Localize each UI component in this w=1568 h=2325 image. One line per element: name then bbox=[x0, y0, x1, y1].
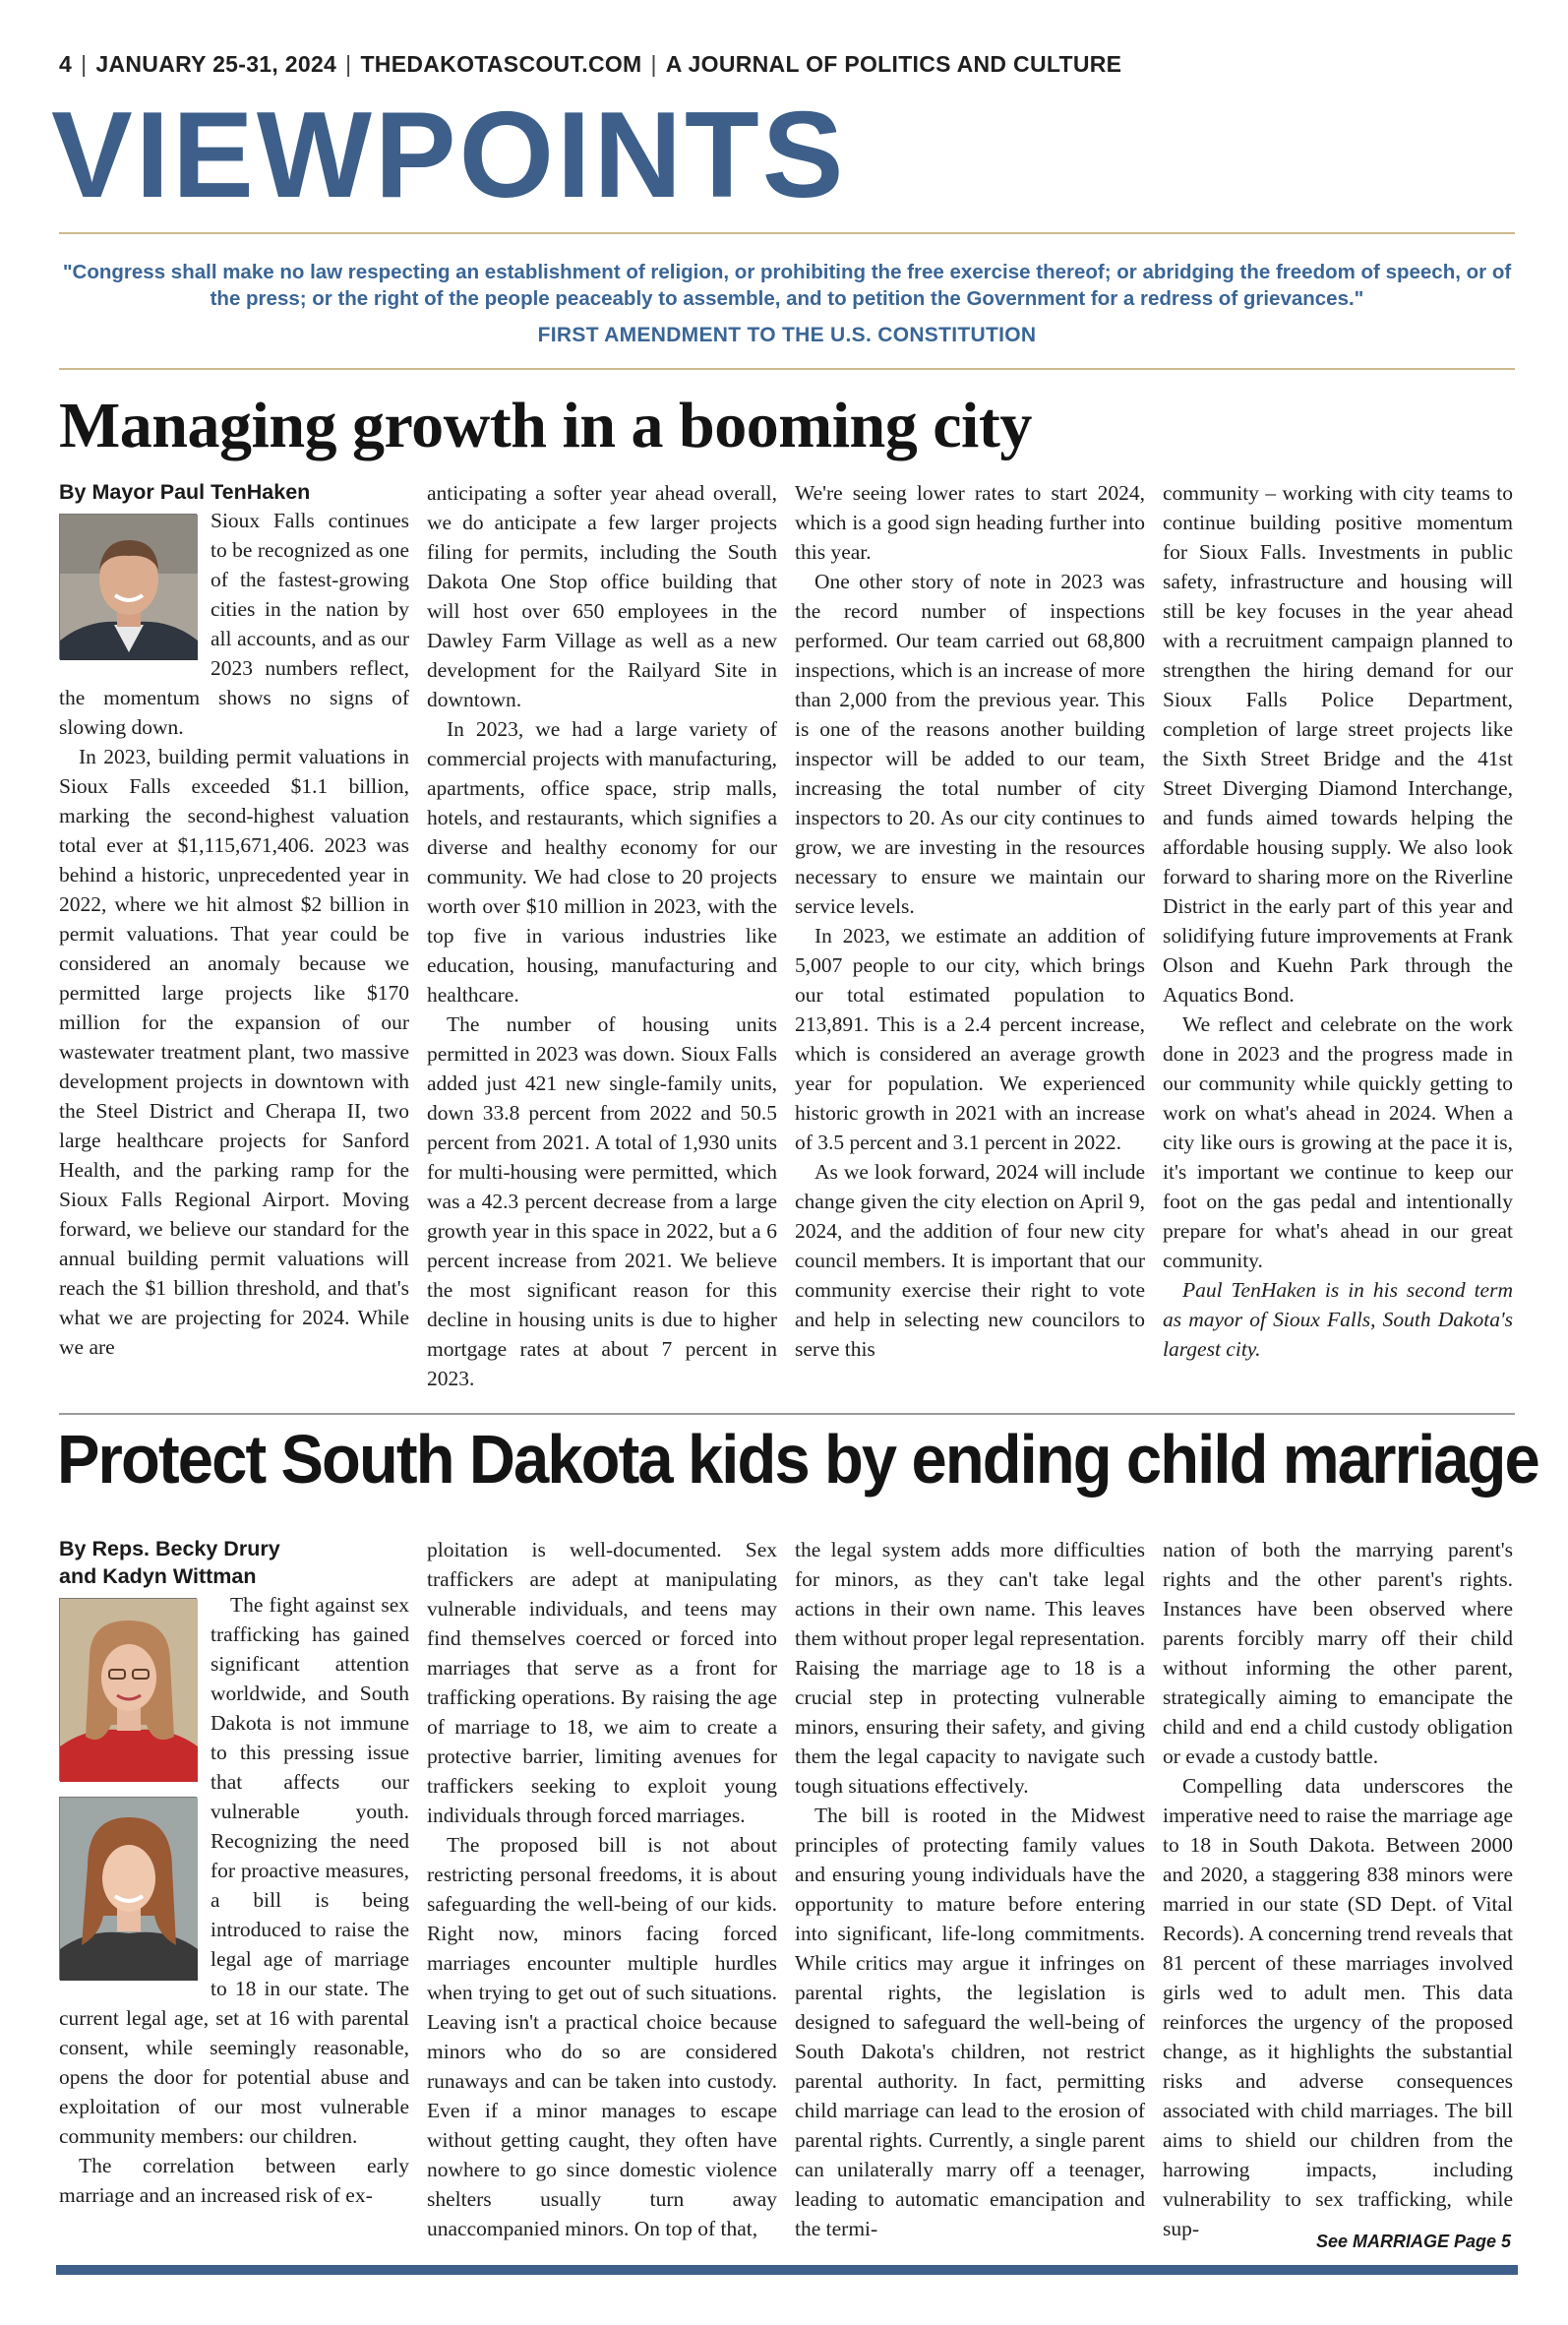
paragraph: The bill is rooted in the Midwest principles of protecting family values and ensuring young individuals have the opportunity to mature before entering into significant, life-long commitments. While critics may argue it infringes on parental rights, the legislation is designed to safeguard the well-being of South Dakota's children, not restrict parental authority. In fact, permitting child marriage can lead to the erosion of parental rights. Currently, a single parent can unilaterally marry off a teenager, leading to automatic emancipation and the termi- bbox=[795, 1804, 1145, 2240]
article1-column-2 bbox=[427, 478, 777, 1395]
paragraph: The proposed bill is not about restricting personal freedoms, it is about safeguarding the well-being of our kids. Right now, minors facing forced marriages encounter multiple hurdles when trying to get out of such situations. Leaving isn't a practical choice because minors who do so are considered runaways and can be taken into custody. Even if a minor manages to escape without getting caught, they often have nowhere to go since domestic violence shelters usually turn away unaccompanied minors. On top of that, bbox=[427, 1833, 777, 2240]
paragraph: We're seeing lower rates to start 2024, which is a good sign heading further into this year. bbox=[795, 481, 1145, 564]
divider-top bbox=[59, 232, 1515, 234]
author-photo-drury bbox=[59, 1598, 197, 1781]
article1-byline: By Mayor Paul TenHaken bbox=[59, 480, 311, 504]
paragraph: The fight against sex trafficking has gained significant attention worldwide, and South Dakota is not immune to this pressing issue that affects our vulnerable youth. Recognizing the need for proactive measures, a bill is being introduced to raise the legal age of marriage to 18 in our state. The current legal age, set at 16 with parental consent, while seemingly reasonable, opens the door for potential abuse and exploitation of our most vulnerable community members: our children. bbox=[59, 1593, 409, 2148]
paragraph: ploitation is well-documented. Sex traffickers are adept at manipulating vulnerable individuals, and teens may find themselves coerced or forced into marriages that serve as a front for trafficking operations. By raising the age of marriage to 18, we aim to create a protective barrier, limiting avenues for traffickers seeking to exploit young individuals through forced marriages. bbox=[427, 1538, 777, 1827]
paragraph: We reflect and celebrate on the work done in 2023 and the progress made in our community while quickly getting to work on what's ahead in 2024. When a city like ours is growing at the pace it is, it's important we continue to keep our foot on the gas pedal and intentionally prepare for what's ahead in our great community. bbox=[1163, 1012, 1513, 1272]
paragraph: As we look forward, 2024 will include change given the city election on April 9, 2024, and the addition of four new city council members. It is important that our community exercise their right to vote and help in selecting new councilors to serve this bbox=[795, 1160, 1145, 1361]
article2-headline: Protect South Dakota kids by ending child marriage bbox=[57, 1421, 1538, 1498]
jump-line[interactable]: See MARRIAGE Page 5 bbox=[1315, 2232, 1511, 2251]
author-bio: Paul TenHaken is in his second term as mayor of Sioux Falls, South Dakota's largest city. bbox=[1163, 1278, 1513, 1361]
epigraph-quote: "Congress shall make no law respecting an establishment of religion, or prohibiting the free exercise thereof; or abridging the freedom of speech, or of the press; or the right of the people peaceably to assemble, and to petition the Government for a redress of grievances." bbox=[62, 261, 1512, 310]
paragraph: In 2023, we estimate an addition of 5,007 people to our city, which brings our total estimated population to 213,891. This is a 2.4 percent increase, which is considered an average growth year for population. We experienced historic growth in 2021 with an increase of 3.5 percent and 3.1 percent in 2022. bbox=[795, 924, 1145, 1154]
paragraph: In 2023, we had a large variety of commercial projects with manufacturing, apartments, office space, strip malls, hotels, and restaurants, which signifies a diverse and healthy economy for our community. We had close to 20 projects worth over $10 million in 2023, with the top five in various industries like education, housing, manufacturing and healthcare. bbox=[427, 717, 777, 1007]
paragraph: nation of both the marrying parent's rights and the other parent's rights. Instances have been observed where parents forcibly marry off their child without informing the other parent, strategically aiming to emancipate the child and end a child custody obligation or evade a custody battle. bbox=[1163, 1538, 1513, 1768]
author-photos bbox=[59, 1590, 211, 1986]
article1-column-3 bbox=[795, 478, 1145, 1395]
section-masthead: VIEWPOINTS bbox=[51, 88, 847, 223]
paragraph: The number of housing units permitted in 2023 was down. Sioux Falls added just 421 new single-family units, down 33.8 percent from 2022 and 50.5 percent from 2021. A total of 1,930 units for multi-housing were permitted, which was a 42.3 percent decrease from a large growth year in this space in 2022, but a 6 percent increase from 2021. We believe the most significant reason for this decline in housing units is due to higher mortgage rates at about 7 percent in 2023. bbox=[427, 1012, 777, 1390]
article2-byline-2: and Kadyn Wittman bbox=[59, 1564, 257, 1588]
issue-date: JANUARY 25-31, 2024 bbox=[95, 51, 337, 77]
article2-column-3 bbox=[795, 1535, 1145, 2259]
article1-column-1 bbox=[59, 478, 409, 1395]
paragraph: anticipating a softer year ahead overall, we do anticipate a few larger projects filing for permits, including the South Dakota One Stop office building that will host over 650 employees in the Dawley Farm Village as well as a new development for the Railyard Site in downtown. bbox=[427, 481, 777, 711]
paragraph: The correlation between early marriage and an increased risk of ex- bbox=[59, 2154, 409, 2207]
paragraph: In 2023, building permit valuations in Sioux Falls exceeded $1.1 billion, marking the second-highest valuation total ever at $1,115,671,406. 2023 was behind a historic, unprecedented year in 2022, where we hit almost $2 billion in permit valuations. That year could be considered an anomaly because we permitted large projects like $170 million for the expansion of our wastewater treatment plant, two massive development projects in downtown with the Steel District and Cherapa II, two large healthcare projects for Sanford Health, and the parking ramp for the Sioux Falls Regional Airport. Moving forward, we believe our standard for the annual building permit valuations will reach the $1 billion threshold, and that's what we are projecting for 2024. While we are bbox=[59, 745, 409, 1359]
article2-column-4 bbox=[1163, 1535, 1513, 2240]
article2-column-1 bbox=[59, 1535, 409, 2259]
article2-byline-1: By Reps. Becky Drury bbox=[59, 1537, 280, 1560]
author-photo-wittman bbox=[59, 1797, 197, 1980]
paragraph: the legal system adds more difficulties for minors, as they can't take legal actions in their own name. This leaves them without proper legal representation. Raising the marriage age to 18 is a crucial step in protecting vulnerable minors, ensuring their safety, and giving them the legal capacity to navigate such tough situations effectively. bbox=[795, 1538, 1145, 1798]
article-divider bbox=[59, 1413, 1515, 1415]
author-photo-tenhaken bbox=[59, 514, 197, 659]
divider-bottom bbox=[59, 368, 1515, 370]
paragraph: community – working with city teams to continue building positive momentum for Sioux Falls. Investments in public safety, infrastructure and housing will still be key focuses in the year ahead with a recruitment campaign planned to strengthen the hiring demand for our Sioux Falls Police Department, completion of large street projects like the Sixth Street Bridge and the 41st Street Diverging Diamond Interchange, and funds aimed towards helping the affordable housing supply. We also look forward to sharing more on the Riverline District in the early part of this year and solidifying future improvements at Frank Olson and Kuehn Park through the Aquatics Bond. bbox=[1163, 481, 1513, 1007]
footer-bar bbox=[56, 2265, 1518, 2275]
tagline: A JOURNAL OF POLITICS AND CULTURE bbox=[665, 51, 1122, 77]
paragraph: Compelling data underscores the imperative need to raise the marriage age to 18 in South Dakota. Between 2000 and 2020, a staggering 838 minors were married in our state (SD Dept. of Vital Records). A concerning trend reveals that 81 percent of these marriages involved girls wed to adult men. This data reinforces the urgency of the proposed change, as it highlights the substantial risks and adverse consequences associated with child marriages. The bill aims to shield our children from the harrowing impacts, including vulnerability to sex trafficking, while sup- bbox=[1163, 1774, 1513, 2240]
site-link[interactable]: THEDAKOTASCOUT.COM bbox=[360, 51, 642, 77]
article1-headline: Managing growth in a booming city bbox=[59, 390, 1032, 461]
epigraph-source: FIRST AMENDMENT TO THE U.S. CONSTITUTION bbox=[537, 324, 1037, 346]
article1-column-4 bbox=[1163, 478, 1513, 1395]
page-number: 4 bbox=[59, 51, 73, 77]
folio-line: 4 | JANUARY 25-31, 2024 | THEDAKOTASCOUT.COM | A JOURNAL OF POLITICS AND CULTURE bbox=[59, 51, 1122, 77]
paragraph: Sioux Falls continues to be recognized as one of the fastest-growing cities in the nation by all accounts, and as our 2023 numbers reflect, the momentum shows no signs of slowing down. bbox=[59, 509, 409, 739]
paragraph: One other story of note in 2023 was the record number of inspections performed. Our team carried out 68,800 inspections, which is an increase of more than 2,000 from the previous year. This is one of the reasons another building inspector will be added to our team, increasing the total number of city inspectors to 20. As our city continues to grow, we are investing in the resources necessary to ensure we maintain our service levels. bbox=[795, 570, 1145, 918]
article2-column-2 bbox=[427, 1535, 777, 2259]
